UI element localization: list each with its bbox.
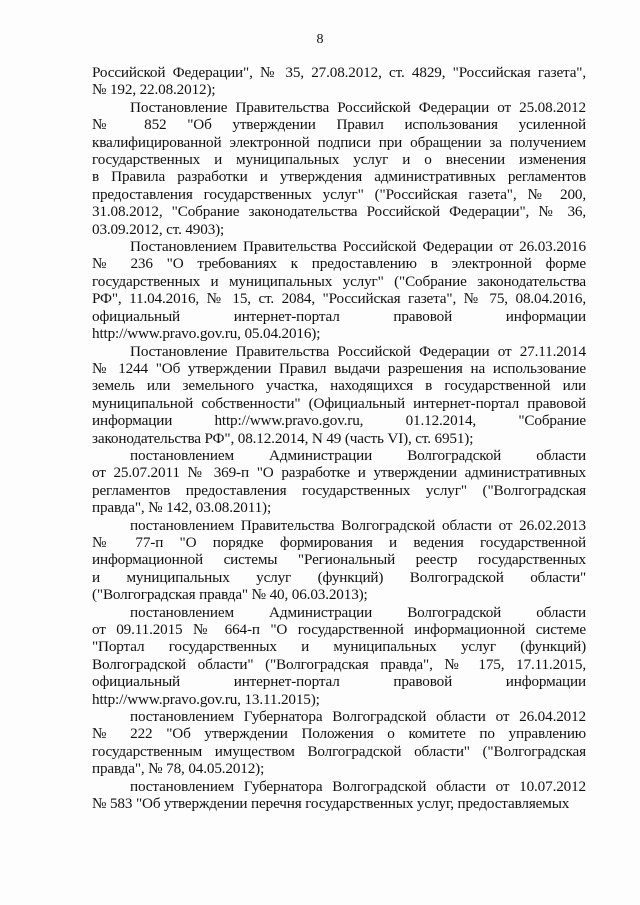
text-line: информации http://www.pravo.gov.ru, 01.12.2014, "Собрание bbox=[92, 412, 586, 430]
text-line: и муниципальных услуг (функций) Волгоградской области" bbox=[92, 568, 586, 586]
text-line: информационной системы "Региональный реестр государственных bbox=[92, 551, 586, 569]
text-line: постановлением Администрации Волгоградской области bbox=[130, 603, 586, 621]
paragraph bbox=[92, 64, 586, 99]
paragraph bbox=[92, 99, 586, 238]
text-line: № 192, 22.08.2012); bbox=[92, 81, 216, 99]
text-line: от 09.11.2015 № 664-п "О государственной информационной системе bbox=[92, 621, 586, 638]
text-line: государственных и муниципальных услуг" ("Собрание законодательства bbox=[92, 272, 586, 290]
paragraph bbox=[92, 708, 586, 778]
page-number: 8 bbox=[316, 32, 324, 47]
text-line: № 236 "О требованиях к предоставлению в электронной форме bbox=[92, 255, 586, 273]
text-line: государственных и муниципальных услуг и о внесении изменения bbox=[92, 151, 586, 169]
text-line: официальный интернет-портал правовой информации bbox=[92, 307, 586, 325]
text-line: № 852 "Об утверждении Правил использования усиленной bbox=[92, 116, 586, 134]
text-line: от 25.07.2011 № 369-п "О разработке и утверждении административных bbox=[92, 464, 586, 482]
text-line: Постановлением Правительства Российской Федерации от 26.03.2016 bbox=[130, 238, 586, 256]
text-line: официальный интернет-портал правовой информации bbox=[92, 673, 586, 691]
text-line: 31.08.2012, "Собрание законодательства Российской Федерации", № 36, bbox=[92, 203, 586, 221]
paragraph bbox=[92, 447, 586, 517]
text-line: законодательства РФ", 08.12.2014, N 49 (часть VI), ст. 6951); bbox=[92, 429, 474, 447]
text-line: постановлением Губернатора Волгоградской области от 26.04.2012 bbox=[130, 708, 586, 726]
text-line: правда", № 78, 04.05.2012); bbox=[92, 760, 265, 778]
text-line: http://www.pravo.gov.ru, 13.11.2015); bbox=[92, 690, 320, 708]
text-line: предоставления государственных услуг" ("Российская газета", № 200, bbox=[92, 185, 586, 203]
text-line: Постановление Правительства Российской Федерации от 25.08.2012 bbox=[130, 98, 586, 116]
text-line: постановлением Правительства Волгоградской области от 26.02.2013 bbox=[130, 516, 586, 534]
text-line: ("Волгоградская правда" № 40, 06.03.2013); bbox=[92, 586, 368, 604]
text-line: 03.09.2012, ст. 4903); bbox=[92, 220, 225, 238]
text-line: земель или земельного участка, находящихся в государственной или bbox=[92, 377, 586, 395]
text-line: регламентов предоставления государственных услуг" ("Волгоградская bbox=[92, 481, 586, 499]
text-line: http://www.pravo.gov.ru, 05.04.2016); bbox=[92, 325, 321, 343]
document-body bbox=[92, 64, 586, 812]
text-line: постановлением Администрации Волгоградской области bbox=[130, 446, 586, 464]
text-line: квалифицированной электронной подписи при обращении за получением bbox=[92, 133, 586, 151]
text-line: № 1244 "Об утверждении Правил выдачи разрешения на использование bbox=[92, 359, 586, 377]
text-line: муниципальной собственности" (Официальный интернет-портал правовой bbox=[92, 394, 586, 412]
text-line: Постановление Правительства Российской Федерации от 27.11.2014 bbox=[130, 342, 586, 360]
text-line: Российской Федерации", № 35, 27.08.2012, ст. 4829, "Российская газета", bbox=[92, 64, 586, 81]
text-line: № 583 "Об утверждении перечня государственных услуг, предоставляемых bbox=[92, 795, 570, 813]
paragraph bbox=[92, 238, 586, 342]
text-line: Волгоградской области" ("Волгоградская правда", № 175, 17.11.2015, bbox=[92, 655, 586, 673]
text-line: в Правила разработки и утверждения административных регламентов bbox=[92, 168, 586, 186]
paragraph bbox=[92, 778, 586, 813]
paragraph bbox=[92, 517, 586, 604]
paragraph bbox=[92, 343, 586, 447]
text-line: № 77-п "О порядке формирования и ведения государственной bbox=[92, 533, 586, 551]
text-line: правда", № 142, 03.08.2011); bbox=[92, 499, 272, 517]
text-line: "Портал государственных и муниципальных услуг (функций) bbox=[92, 638, 586, 656]
paragraph bbox=[92, 604, 586, 708]
text-line: постановлением Губернатора Волгоградской области от 10.07.2012 bbox=[130, 777, 586, 795]
text-line: государственным имуществом Волгоградской области" ("Волгоградская bbox=[92, 742, 586, 760]
text-line: № 222 "Об утверждении Положения о комитете по управлению bbox=[92, 725, 586, 743]
text-line: РФ", 11.04.2016, № 15, ст. 2084, "Российская газета", № 75, 08.04.2016, bbox=[92, 290, 586, 308]
